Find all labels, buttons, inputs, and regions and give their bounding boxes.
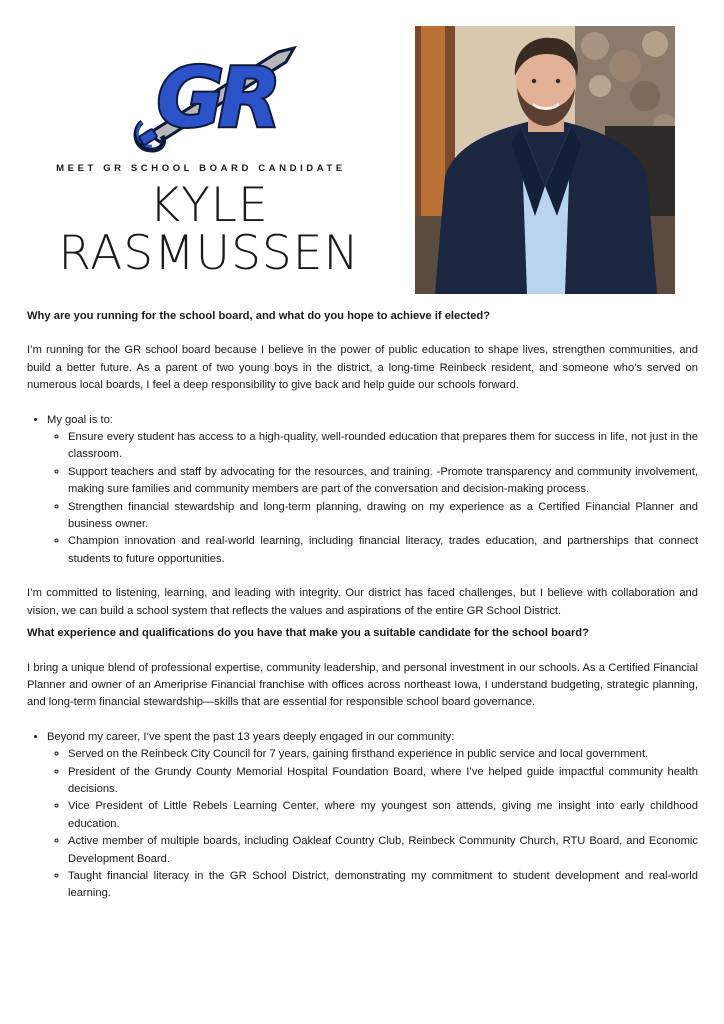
- list-item: ◦ Served on the Reinbeck City Council for 7 years, gaining firsthand experience in public service and local government.: [68, 746, 698, 763]
- question-2: What experience and qualifications do you have that make you a suitable candidate for the school board?: [27, 627, 589, 640]
- last-name: RASMUSSEN: [58, 226, 360, 281]
- list-item: ◦ Champion innovation and real-world learning, including financial literacy, trades education, and partnerships that connect students to future opportunities.: [68, 533, 698, 568]
- list-item: ◦ Strengthen financial stewardship and long-term planning, drawing on my experience as a Certified Financial Planner and business owner.: [68, 499, 698, 534]
- goal-label: My goal is to:: [47, 413, 113, 426]
- list-item: ◦ Active member of multiple boards, including Oakleaf Country Club, Reinbeck Community Church, RTU Board, and Economic Development Board.: [68, 833, 698, 868]
- list-item: ◦ Ensure every student has access to a high-quality, well-rounded education that prepares them for success in life, not just in the classroom.: [68, 429, 698, 464]
- experience-sublist: [47, 746, 698, 903]
- list-item: ◦ Taught financial literacy in the GR School District, demonstrating my commitment to student development and real-world learning.: [68, 868, 698, 903]
- article-body: [27, 308, 698, 903]
- goals-list: [27, 412, 698, 569]
- section1-intro: I’m running for the GR school board because I believe in the power of public education to shape lives, strengthen communities, and build a better future. As a parent of two young boys in the district, a long-time Reinbeck resident, and someone who’s served on numerous local boards, I feel a deep responsibility to give back and help guide our schools forward.: [27, 344, 698, 392]
- list-item: ◦ President of the Grundy County Memorial Hospital Foundation Board, where I’ve helped guide impactful community health decisions.: [68, 764, 698, 799]
- question-1: Why are you running for the school board, and what do you hope to achieve if elected?: [27, 310, 491, 322]
- experience-list: [27, 729, 698, 903]
- list-item: ◦ Vice President of Little Rebels Learning Center, where my youngest son attends, giving me insight into early childhood education.: [68, 798, 698, 833]
- header: [0, 0, 724, 305]
- logo-letters: GR: [156, 51, 276, 146]
- gr-sword-logo: [128, 38, 298, 156]
- list-item: [47, 412, 698, 569]
- goals-sublist: [47, 429, 698, 568]
- list-item: ◦ Support teachers and staff by advocating for the resources, and training. -Promote transparency and community involvement, making sure families and community members are part of the conversation and decision-making process.: [68, 464, 698, 499]
- section2-intro: I bring a unique blend of professional expertise, community leadership, and personal investment in our schools. As a Certified Financial Planner and owner of an Ameriprise Financial franchise with offices across northeast Iowa, I understand budgeting, strategic planning, and long-term financial stewardship—skills that are essential for responsible school board governance.: [27, 661, 698, 709]
- tagline: MEET GR SCHOOL BOARD CANDIDATE: [56, 163, 346, 174]
- section1-closing: I’m committed to listening, learning, and leading with integrity. Our district has faced challenges, but I believe with collaboration and vision, we can build a school system that reflects the values and aspirations of the entire GR School District.: [27, 587, 698, 617]
- first-name: KYLE: [149, 178, 269, 233]
- candidate-name: [44, 178, 374, 281]
- career-label: Beyond my career, I’ve spent the past 13 years deeply engaged in our community:: [47, 730, 455, 743]
- list-item: [47, 729, 698, 903]
- candidate-photo: [415, 26, 675, 294]
